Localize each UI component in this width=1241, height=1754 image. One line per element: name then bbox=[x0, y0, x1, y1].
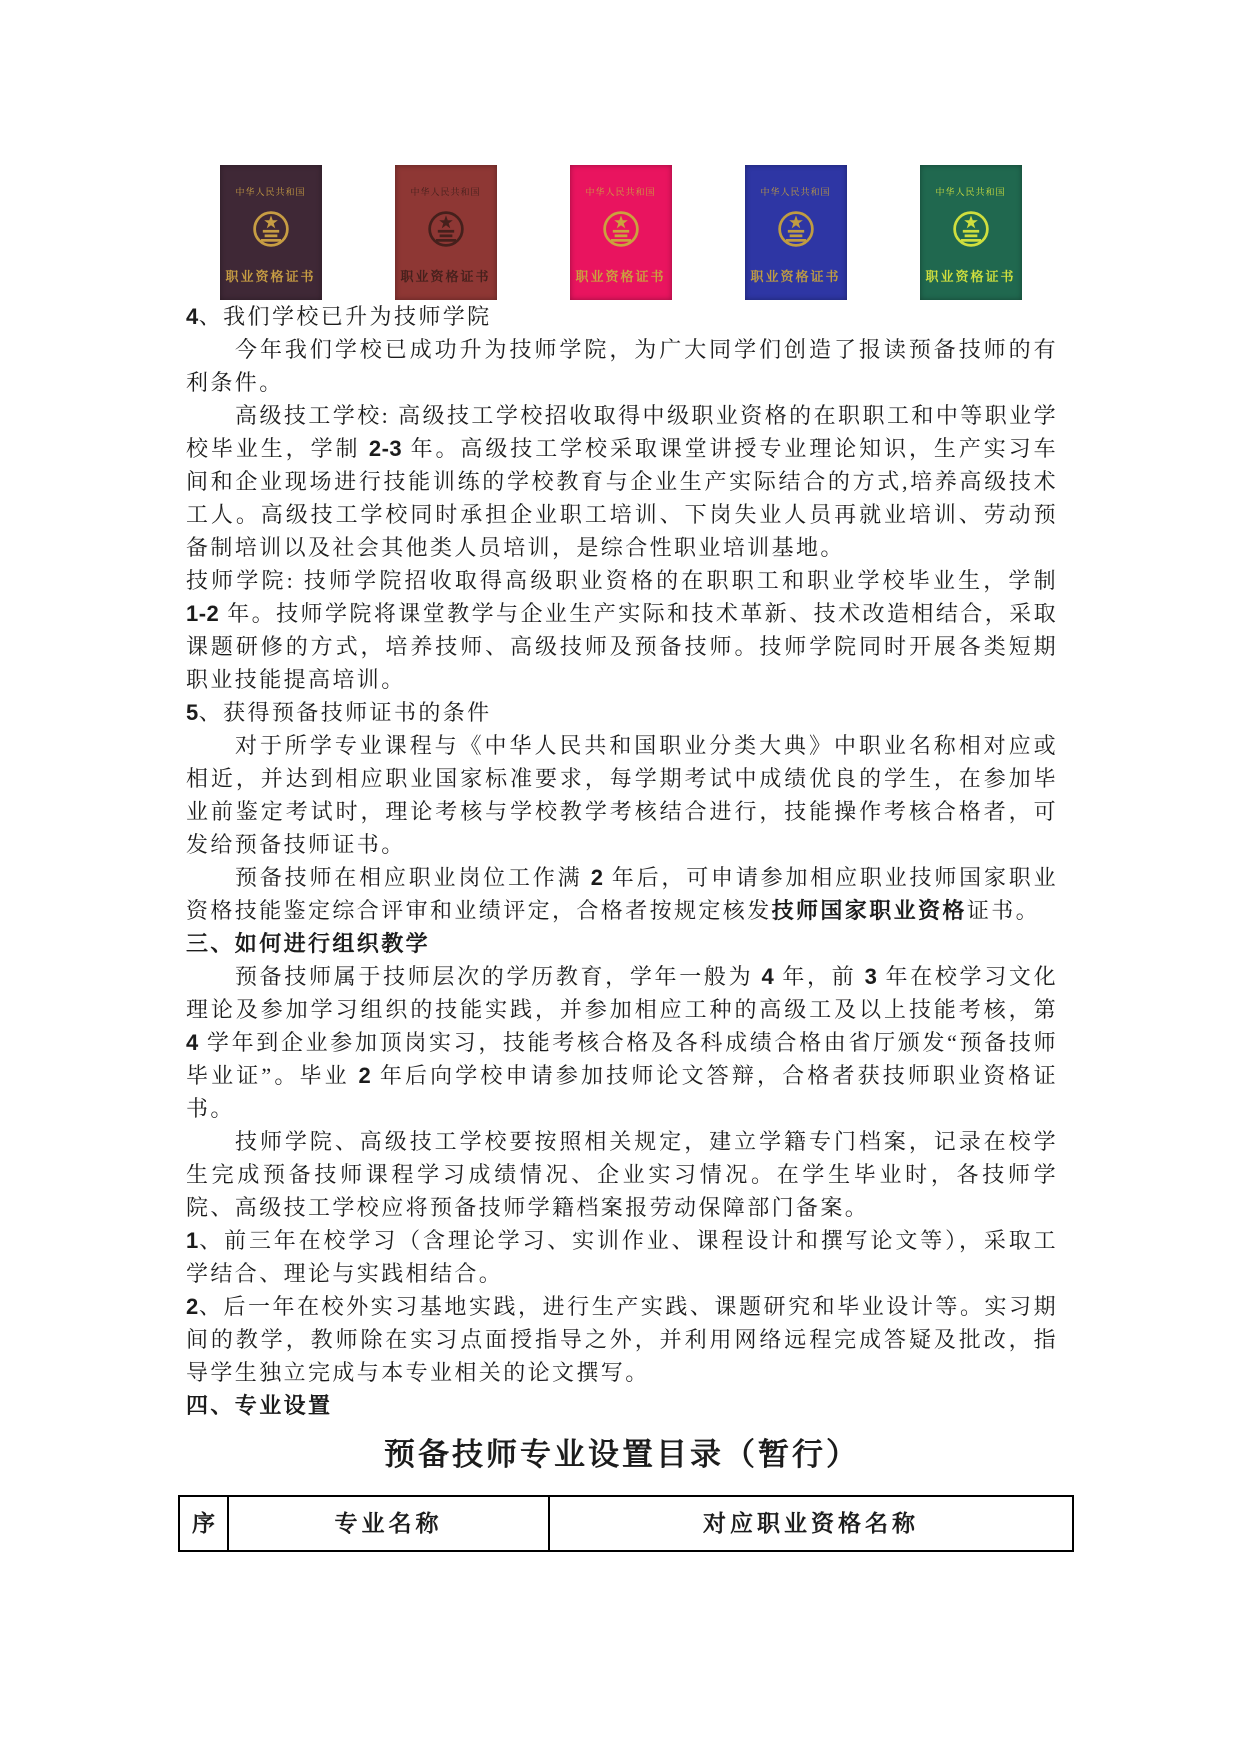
certificate-cover-green bbox=[920, 165, 1022, 300]
section-heading-4: 四、专业设置 bbox=[186, 1393, 333, 1418]
majors-table bbox=[178, 1495, 1074, 1552]
paragraph: 预备技师在相应职业岗位工作满 2 年后，可申请参加相应职业技师国家职业资格技能鉴定综合评审和业绩评定，合格者按规定核发技师国家职业资格证书。 bbox=[186, 865, 1058, 923]
cert-country-label: 中华人民共和国 bbox=[760, 187, 831, 197]
section-heading-3: 三、如何进行组织教学 bbox=[186, 931, 431, 956]
cert-type-label: 职业资格证书 bbox=[750, 269, 841, 284]
paragraph: 对于所学专业课程与《中华人民共和国职业分类大典》中职业名称相对应或相近，并达到相应职业国家标准要求，每学期考试中成绩优良的学生，在参加毕业前鉴定考试时，理论考核与学校教学考核结合进行，技能操作考核合格者，可发给预备技师证书。 bbox=[186, 733, 1058, 857]
certificate-cover-dark-red bbox=[395, 165, 497, 300]
paragraph-item-2: 2、后一年在校外实习基地实践，进行生产实践、课题研究和毕业设计等。实习期间的教学，教师除在实习点面授指导之外，并利用网络远程完成答疑及批改，指导学生独立完成与本专业相关的论文撰写。 bbox=[186, 1294, 1058, 1385]
cert-type-label: 职业资格证书 bbox=[400, 269, 491, 284]
paragraph-college: 技师学院: 技师学院招收取得高级职业资格的在职职工和职业学校毕业生，学制 1-2 年。技师学院将课堂教学与企业生产实际和技术革新、技术改造相结合，采取课题研修的方式，培养技师、高级技师及预备技师。技师学院同时开展各类短期职业技能提高培训。 bbox=[186, 568, 1058, 692]
national-emblem-icon bbox=[951, 205, 991, 253]
cert-country-label: 中华人民共和国 bbox=[585, 187, 656, 197]
certificate-cover-maroon bbox=[220, 165, 322, 300]
national-emblem-icon bbox=[426, 205, 466, 253]
paragraph: 技师学院、高级技工学校要按照相关规定，建立学籍专门档案，记录在校学生完成预备技师课程学习成绩情况、企业实习情况。在学生毕业时，各技师学院、高级技工学校应将预备技师学籍档案报劳动保障部门备案。 bbox=[186, 1129, 1058, 1220]
cert-type-label: 职业资格证书 bbox=[575, 269, 666, 284]
catalog-title: 预备技师专业设置目录（暂行） bbox=[384, 1437, 860, 1472]
national-emblem-icon bbox=[601, 205, 641, 253]
national-emblem-icon bbox=[251, 205, 291, 253]
document-body bbox=[186, 300, 1058, 1552]
cert-type-label: 职业资格证书 bbox=[925, 269, 1016, 284]
cert-country-label: 中华人民共和国 bbox=[935, 187, 1006, 197]
paragraph-item-4: 4、我们学校已升为技师学院 bbox=[186, 304, 492, 329]
cert-country-label: 中华人民共和国 bbox=[235, 187, 306, 197]
paragraph-senior-tech: 高级技工学校: 高级技工学校招收取得中级职业资格的在职职工和中等职业学校毕业生，学制 2-3 年。高级技工学校采取课堂讲授专业理论知识，生产实习车间和企业现场进行技能训练的学校教育与企业生产实际结合的方式,培养高级技术工人。高级技工学校同时承担企业职工培训、下岗失业人员再就业培训、劳动预备制培训以及社会其他类人员培训，是综合性职业培训基地。 bbox=[186, 403, 1058, 560]
certificates-row bbox=[0, 0, 1241, 300]
national-emblem-icon bbox=[776, 205, 816, 253]
table-header-major-name: 专业名称 bbox=[228, 1496, 549, 1551]
paragraph: 今年我们学校已成功升为技师学院，为广大同学们创造了报读预备技师的有利条件。 bbox=[186, 337, 1058, 395]
paragraph-item-1: 1、前三年在校学习（含理论学习、实训作业、课程设计和撰写论文等），采取工学结合、理论与实践相结合。 bbox=[186, 1228, 1058, 1286]
cert-type-label: 职业资格证书 bbox=[225, 269, 316, 284]
paragraph: 预备技师属于技师层次的学历教育，学年一般为 4 年，前 3 年在校学习文化理论及参加学习组织的技能实践，并参加相应工种的高级工及以上技能考核，第 4 学年到企业参加顶岗实习，技能考核合格及各科成绩合格由省厅颁发“预备技师毕业证”。毕业 2 年后向学校申请参加技师论文答辩，合格者获技师职业资格证书。 bbox=[186, 964, 1059, 1121]
paragraph-item-5: 5、获得预备技师证书的条件 bbox=[186, 700, 492, 725]
certificate-cover-blue bbox=[745, 165, 847, 300]
table-header-qualification: 对应职业资格名称 bbox=[549, 1496, 1073, 1551]
table-header-seq: 序 bbox=[179, 1496, 228, 1551]
table-header-row bbox=[179, 1496, 1073, 1551]
certificate-cover-crimson bbox=[570, 165, 672, 300]
cert-country-label: 中华人民共和国 bbox=[410, 187, 481, 197]
